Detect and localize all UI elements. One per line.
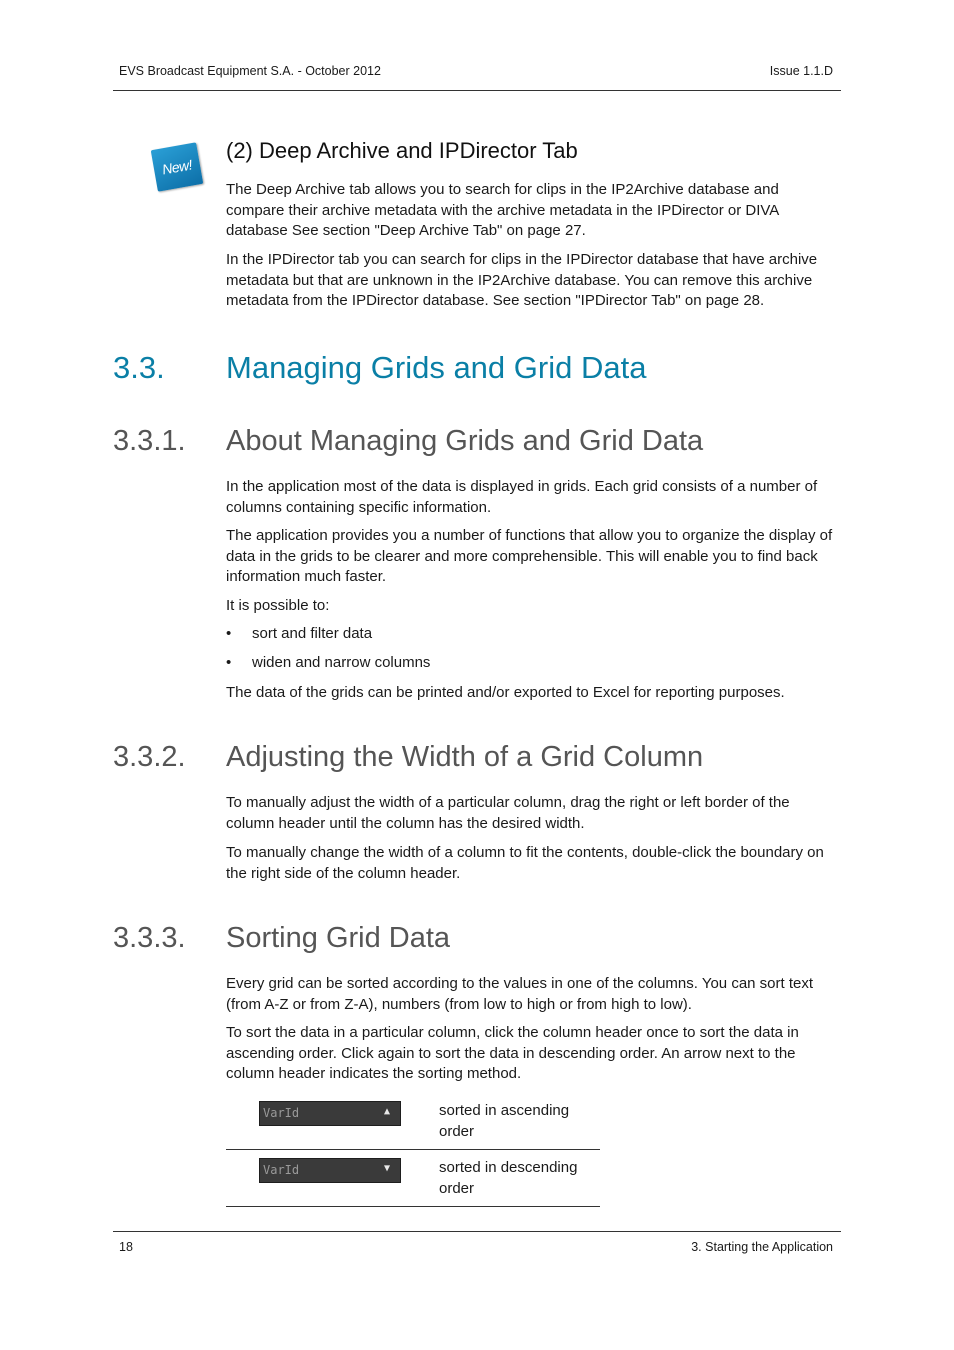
header-company: EVS Broadcast Equipment S.A. - October 2012 xyxy=(119,64,381,78)
section-3-3-1-paragraph-4: The data of the grids can be printed and/or exported to Excel for reporting purposes. xyxy=(226,684,785,701)
sort-ascending-description: sorted in ascending order xyxy=(439,1102,570,1140)
sort-descending-row xyxy=(226,1150,600,1207)
section-3-3-3-title: Sorting Grid Data xyxy=(226,922,451,954)
column-header-varid-ascending[interactable] xyxy=(259,1101,401,1126)
section-3-3-2-title: Adjusting the Width of a Grid Column xyxy=(226,741,704,773)
bullet-item: sort and filter data xyxy=(252,625,373,642)
column-header-label: VarId xyxy=(263,1106,300,1120)
sort-descending-description: sorted in descending order xyxy=(439,1159,578,1197)
bullet-marker: • xyxy=(226,654,232,671)
footer-chapter: 3. Starting the Application xyxy=(691,1240,833,1254)
section-3-3-1-title: About Managing Grids and Grid Data xyxy=(226,425,704,457)
sort-ascending-row xyxy=(226,1093,600,1150)
column-header-label: VarId xyxy=(263,1163,300,1177)
triangle-down-icon: ▼ xyxy=(383,1163,390,1174)
triangle-up-icon: ▲ xyxy=(383,1106,390,1117)
section-3-3-2-paragraph-2: To manually change the width of a column to fit the contents, double-click the boundary on the right side of the column header. xyxy=(226,844,824,882)
header-issue: Issue 1.1.D xyxy=(769,64,833,78)
section-3-3-number: 3.3. xyxy=(113,350,165,385)
section-3-3-1-paragraph-1: In the application most of the data is displayed in grids. Each grid consists of a number of columns containing specific information. xyxy=(226,478,818,516)
section-3-3-3-paragraph-2: To sort the data in a particular column, click the column header once to sort the data in ascending order. Click again to sort the data in descending order. An arrow next to the column header indicates the sorting method. xyxy=(226,1024,799,1082)
section-3-3-2-number: 3.3.2. xyxy=(113,741,186,773)
footer-page-number: 18 xyxy=(119,1240,133,1254)
new-badge-text: New! xyxy=(160,156,194,178)
deep-archive-heading: (2) Deep Archive and IPDirector Tab xyxy=(226,138,578,163)
section-3-3-1-number: 3.3.1. xyxy=(113,425,186,457)
sort-indicator-table xyxy=(226,1093,600,1207)
section-3-3-2-paragraph-1: To manually adjust the width of a particular column, drag the right or left border of the column header until the column has the desired width. xyxy=(226,794,790,832)
bullet-marker: • xyxy=(226,625,232,642)
section-3-3-1-paragraph-2: The application provides you a number of functions that allow you to organize the display of data in the grids to be clearer and more comprehensible. This will enable you to find back information much faster. xyxy=(226,527,833,585)
section-3-3-3-number: 3.3.3. xyxy=(113,922,186,954)
new-badge-icon xyxy=(151,142,204,191)
header-rule xyxy=(113,90,841,91)
section-3-3-3-paragraph-1: Every grid can be sorted according to the values in one of the columns. You can sort text (from A-Z or from Z-A), numbers (from low to high or from high to low). xyxy=(226,975,814,1013)
deep-archive-paragraph-1: The Deep Archive tab allows you to search for clips in the IP2Archive database and compare their archive metadata with the archive metadata in the IPDirector or DIVA database See section "Deep Archive Tab" on page 27. xyxy=(226,181,779,239)
section-3-3-1-paragraph-3: It is possible to: xyxy=(226,597,330,614)
footer-rule xyxy=(113,1231,841,1232)
bullet-item: widen and narrow columns xyxy=(252,654,431,671)
column-header-varid-descending[interactable] xyxy=(259,1158,401,1183)
section-3-3-title: Managing Grids and Grid Data xyxy=(226,350,647,385)
deep-archive-paragraph-2: In the IPDirector tab you can search for clips in the IPDirector database that have archive metadata but that are unknown in the IP2Archive database. You can remove this archive metadata from the IPDirector database. See section "IPDirector Tab" on page 28. xyxy=(226,251,818,309)
